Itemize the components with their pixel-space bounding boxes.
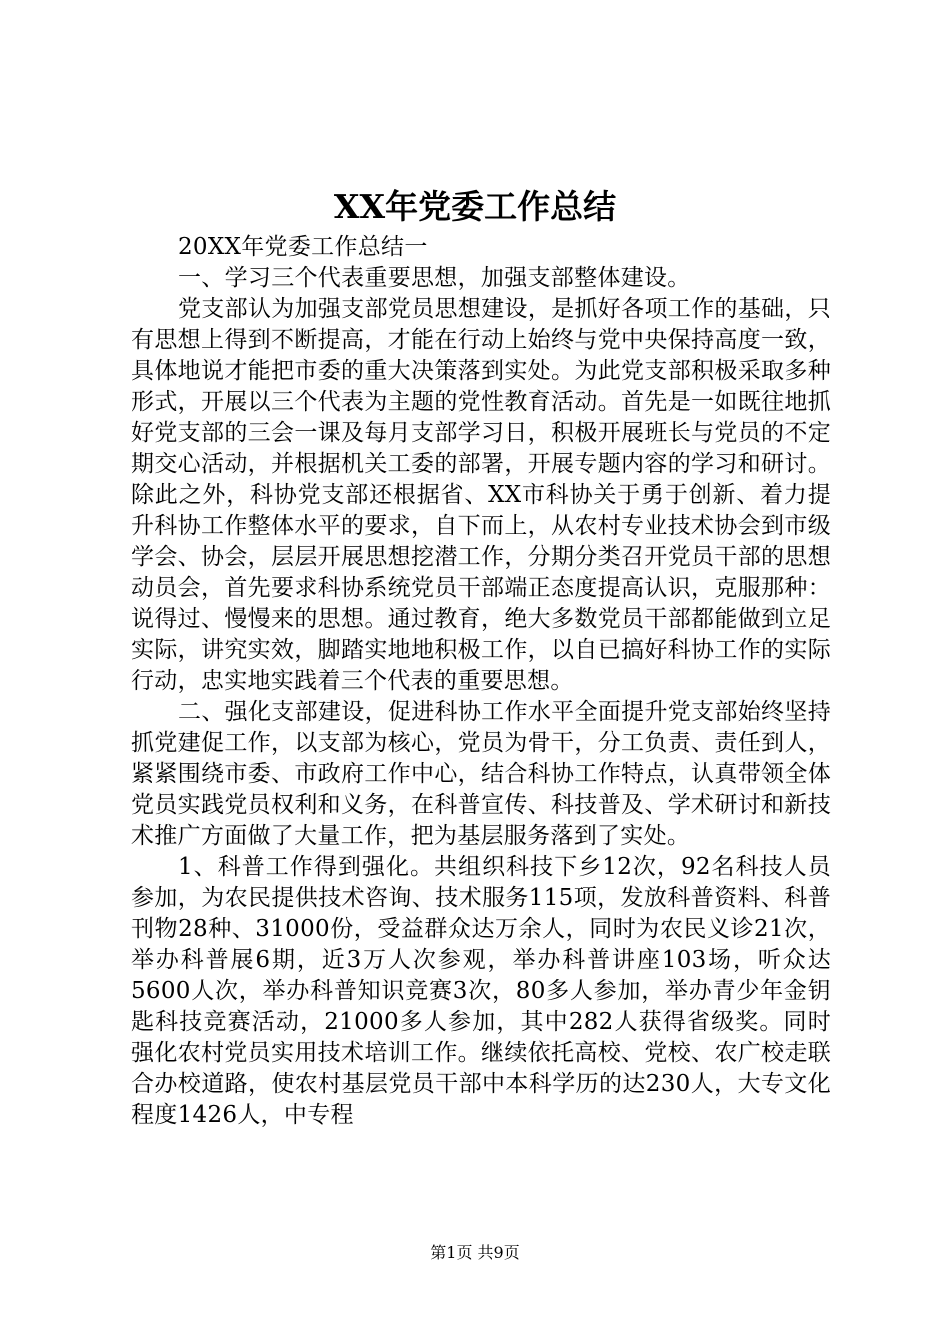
body-paragraph: 二、强化支部建设，促进科协工作水平全面提升党支部始终坚持抓党建促工作，以支部为核心，党员为骨干，分工负责、责任到人，紧紧围绕市委、市政府工作中心，结合科协工作特点，认真带领全体党员实践党员权利和义务，在科普宣传、科技普及、学术研讨和新技术推广方面做了大量工作，把为基层服务落到了实处。: [131, 699, 831, 849]
body-paragraph: 党支部认为加强支部党员思想建设，是抓好各项工作的基础，只有思想上得到不断提高，才能在行动上始终与党中央保持高度一致，具体地说才能把市委的重大决策落到实处。为此党支部积极采取多种形式，开展以三个代表为主题的党性教育活动。首先是一如既往地抓好党支部的三会一课及每月支部学习日，积极开展班长与党员的不定期交心活动，并根据机关工委的部署，开展专题内容的学习和研讨。除此之外，科协党支部还根据省、XX市科协关于勇于创新、着力提升科协工作整体水平的要求，自下而上，从农村专业技术协会到市级学会、协会，层层开展思想挖潜工作，分期分类召开党员干部的思想动员会，首先要求科协系统党员干部端正态度提高认识，克服那种：说得过、慢慢来的思想。通过教育，绝大多数党员干部都能做到立足实际，讲究实效，脚踏实地地积极工作，以自已搞好科协工作的实际行动，忠实地实践着三个代表的重要思想。: [131, 296, 831, 694]
body-paragraph: 1、科普工作得到强化。共组织科技下乡12次，92名科技人员参加，为农民提供技术咨询、技术服务115项，发放科普资料、科普刊物28种、31000份，受益群众达万余人，同时为农民义诊21次，举办科普展6期，近3万人次参观，举办科普讲座103场，听众达5600人次，举办科普知识竞赛3次，80多人参加，举办青少年金钥匙科技竞赛活动，21000多人参加，其中282人获得省级奖。同时强化农村党员实用技术培训工作。继续依托高校、党校、农广校走联合办校道路，使农村基层党员干部中本科学历的达230人，大专文化程度1426人，中专程: [131, 854, 831, 1128]
section-heading: 一、学习三个代表重要思想，加强支部整体建设。: [178, 265, 691, 291]
document-body: [131, 232, 831, 1131]
document-title: XX年党委工作总结: [333, 187, 617, 226]
section-heading: 20XX年党委工作总结一: [178, 234, 428, 260]
page-footer: 第1页 共9页: [430, 1243, 520, 1262]
